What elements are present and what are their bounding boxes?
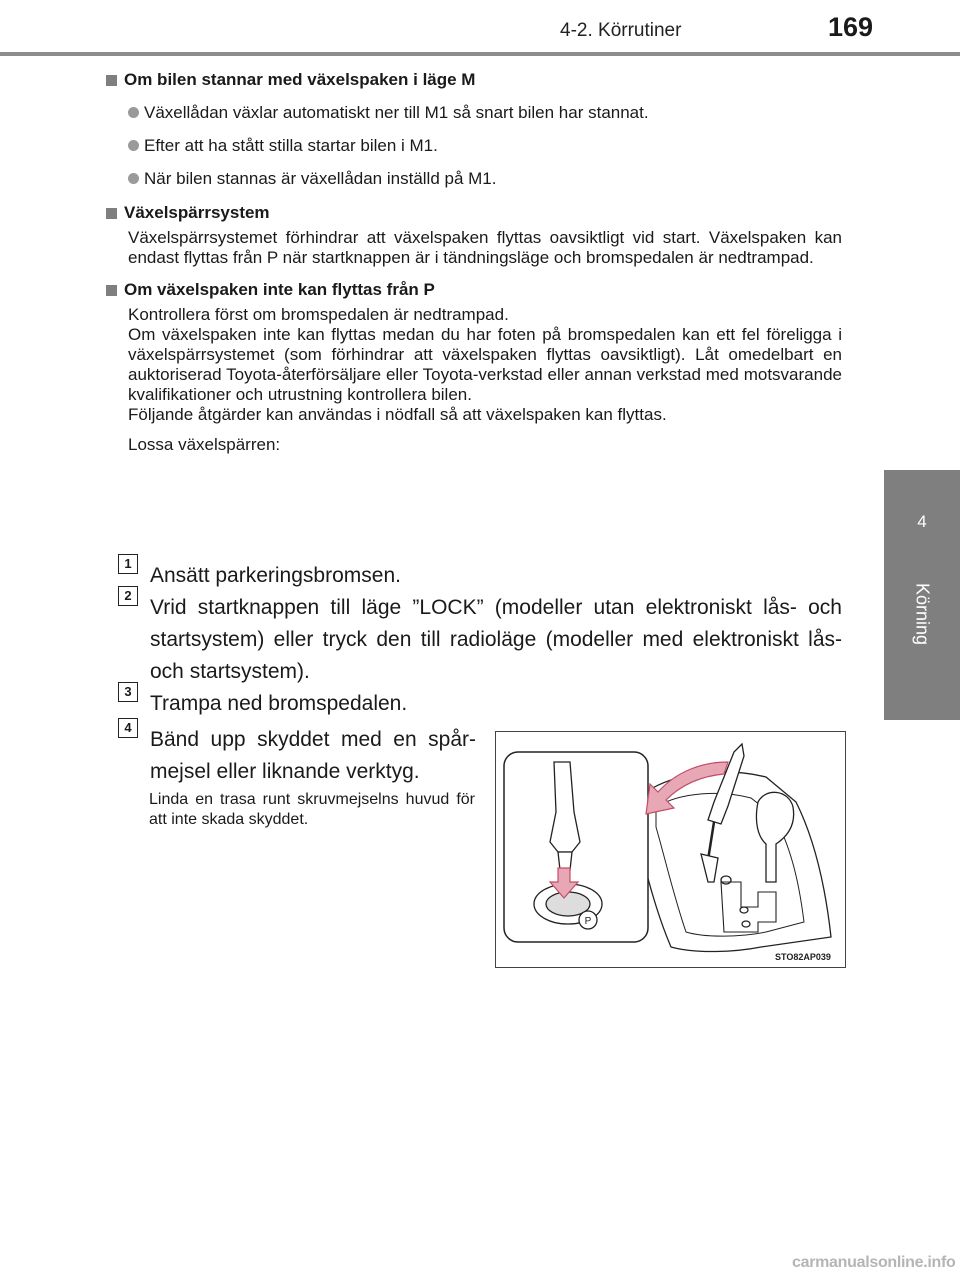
paragraph: Växelspärrsystemet förhindrar att växelspaken flyttas oavsiktligt vid start. Växelspaken kan endast flyttas från P när startknappen är i tändningsläge och bromspedalen är nedtrampad.	[128, 228, 842, 267]
round-bullet-icon	[128, 107, 139, 118]
illustration-code: STO82AP039	[775, 952, 831, 962]
paragraph: Följande åtgärder kan användas i nödfall så att växelspaken kan flyttas.	[128, 405, 667, 424]
section-heading-text: Om bilen stannar med växelspaken i läge M	[124, 70, 476, 89]
section-heading	[106, 278, 842, 302]
square-bullet-icon	[106, 75, 117, 86]
step-note: Linda en trasa runt skruvmejselns huvud för att inte skada skyddet.	[149, 791, 475, 828]
section-heading-text: Om växelspaken inte kan flyttas från P	[124, 280, 435, 299]
screwdriver-tip	[701, 854, 718, 882]
chapter-label: Körning	[912, 582, 933, 646]
square-bullet-icon	[106, 285, 117, 296]
inset-p-label: P	[584, 916, 592, 927]
step-text: Bänd upp skyddet med en spår-mejsel eller liknande verktyg.	[150, 728, 476, 783]
step-number-badge: 4	[118, 718, 138, 738]
list-item-text: Växellådan växlar automatiskt ner till M1 så snart bilen har stannat.	[144, 103, 649, 122]
section-heading-text: Växelspärrsystem	[124, 203, 270, 222]
console-hole	[740, 907, 748, 913]
step-text: Trampa ned bromspedalen.	[150, 692, 408, 715]
section-heading	[106, 201, 842, 225]
screwdriver-handle	[708, 744, 744, 824]
list-item-text: Efter att ha stått stilla startar bilen i M1.	[144, 136, 438, 155]
step-number-badge: 3	[118, 682, 138, 702]
list-item	[128, 134, 842, 158]
console-hole	[742, 921, 750, 927]
paragraph: Kontrollera först om bromspedalen är nedtrampad.	[128, 305, 509, 324]
step-text: Vrid startknappen till läge ”LOCK” (modeller utan elektroniskt lås- och startsystem) eller tryck den till radioläge (modeller med elektroniskt lås- och startsystem).	[150, 596, 842, 683]
screwdriver-shaft	[708, 822, 714, 860]
section-title: 4-2. Körrutiner	[560, 20, 682, 41]
chapter-number: 4	[917, 512, 927, 531]
shift-gate	[721, 882, 776, 932]
page-number: 169	[828, 12, 874, 42]
paragraph: Om växelspaken inte kan flyttas medan du har foten på bromspedalen kan ett fel föreligga i växelspärrsystemet (som förhindrar att växelspaken flyttas oavsiktligt). Låt omedelbart en auktoriserad Toyota-återförsäljare eller Toyota-verkstad eller annan verkstad med motsvarande kvalifikationer och utrustning kontrollera bilen.	[128, 325, 842, 404]
paragraph: Lossa växelspärren:	[128, 435, 281, 454]
inset-screwdriver-tip	[558, 852, 572, 870]
round-bullet-icon	[128, 140, 139, 151]
watermark-text: carmanualsonline.info	[792, 1254, 956, 1271]
round-bullet-icon	[128, 173, 139, 184]
list-item-text: När bilen stannas är växellådan inställd på M1.	[144, 169, 497, 188]
shift-lock-drawing	[496, 732, 845, 967]
step-number-badge: 1	[118, 554, 138, 574]
shift-lever	[756, 792, 793, 882]
section-heading	[106, 68, 842, 92]
shift-lock-illustration	[495, 731, 846, 968]
page-content	[106, 68, 842, 455]
square-bullet-icon	[106, 208, 117, 219]
list-item	[128, 167, 842, 191]
list-item	[128, 101, 842, 125]
step-text: Ansätt parkeringsbromsen.	[150, 564, 401, 587]
step-number-badge: 2	[118, 586, 138, 606]
header-rule	[0, 52, 960, 56]
shift-lock-opening	[721, 876, 731, 884]
